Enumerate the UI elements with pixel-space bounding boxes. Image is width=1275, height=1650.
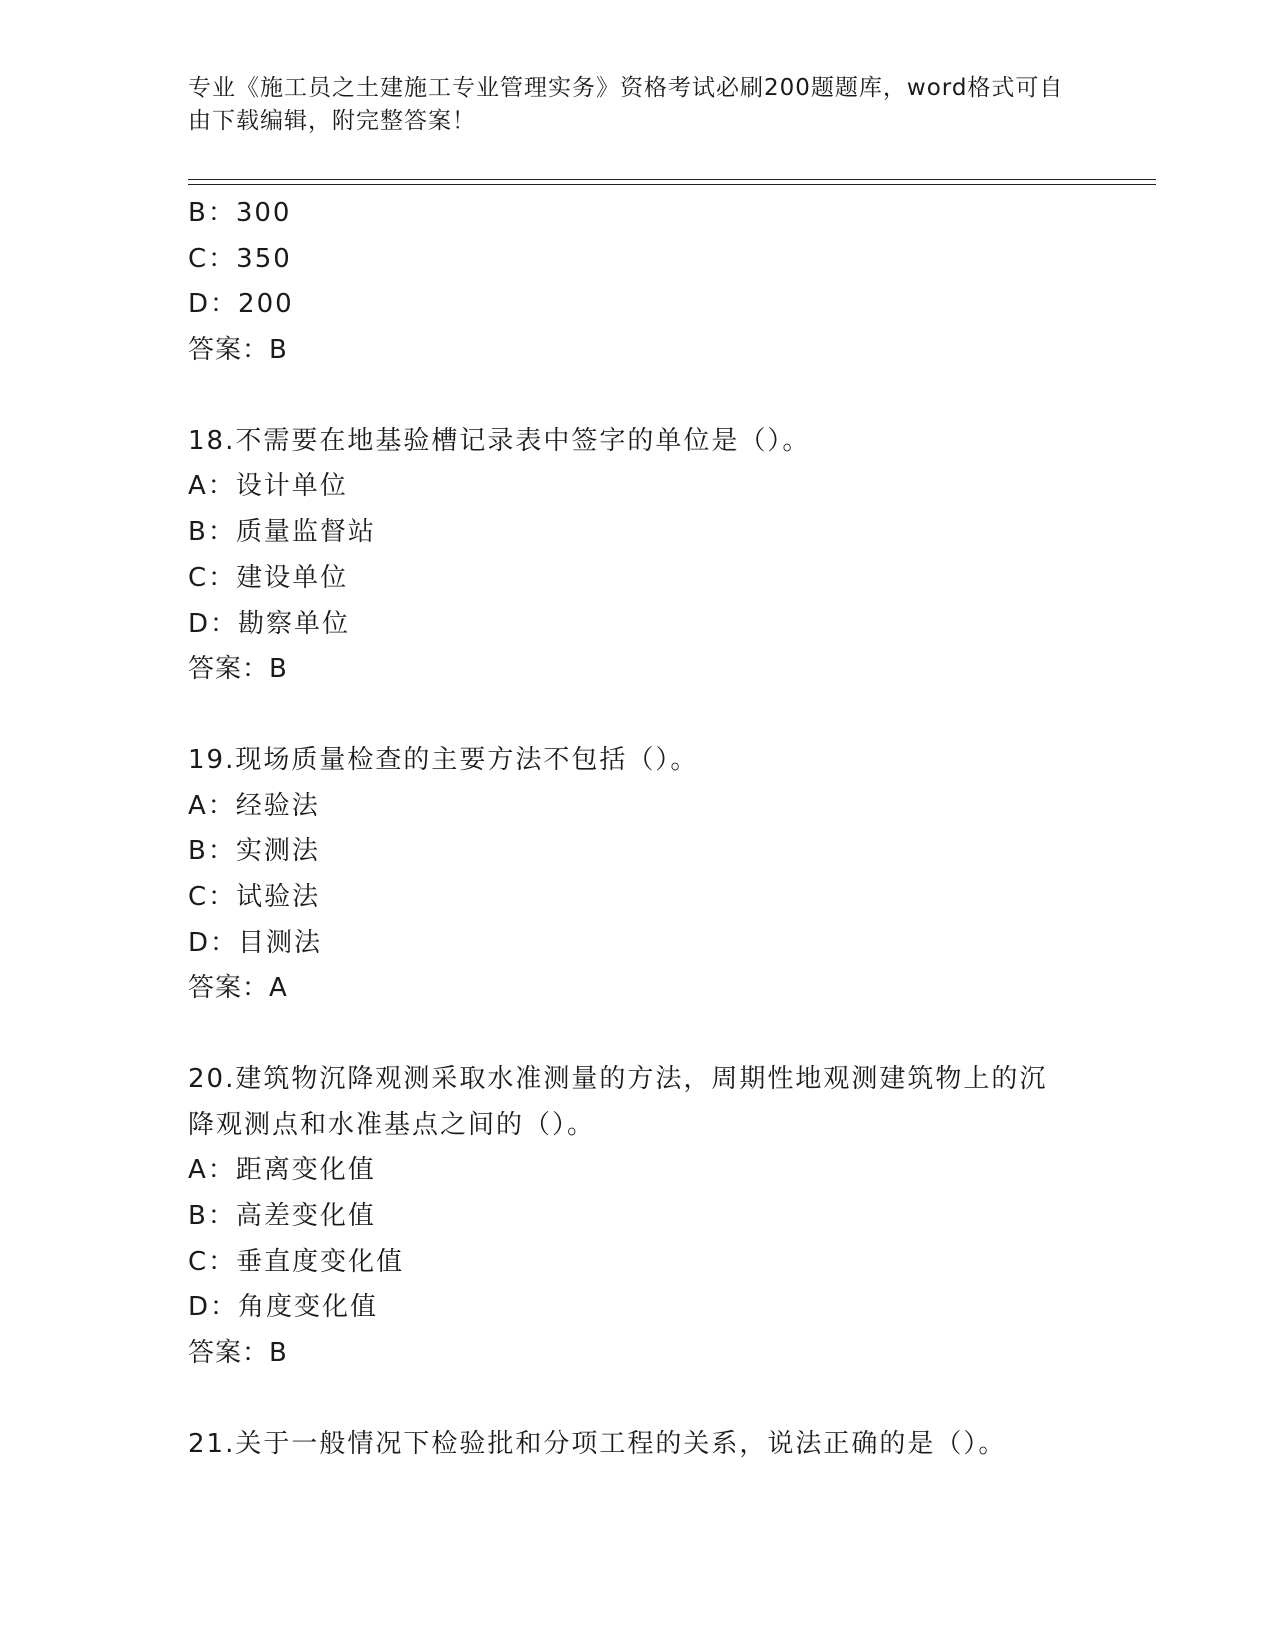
option-b: B：质量监督站 (188, 517, 376, 548)
option-c: C：垂直度变化值 (188, 1246, 405, 1277)
document-header (188, 72, 1068, 138)
question-stem: 19.现场质量检查的主要方法不包括（）。 (188, 744, 699, 775)
header-title: 专业《施工员之土建施工专业管理实务》资格考试必刷200题题库，word格式可自由下载编辑，附完整答案！ (188, 75, 1064, 134)
question-18 (188, 419, 1088, 693)
option-d: D：200 (188, 289, 294, 320)
answer: 答案：B (188, 654, 288, 685)
question-stem: 18.不需要在地基验槽记录表中签字的单位是（）。 (188, 425, 811, 456)
answer: 答案：A (188, 973, 288, 1004)
option-c: C：350 (188, 243, 292, 274)
answer: 答案：B (188, 1338, 288, 1369)
question-19 (188, 738, 1088, 1012)
option-d: D：目测法 (188, 927, 323, 958)
option-a: A：经验法 (188, 790, 320, 821)
option-d: D：角度变化值 (188, 1292, 379, 1323)
option-c: C：试验法 (188, 881, 321, 912)
question-17 (188, 191, 1088, 374)
question-list (188, 191, 1088, 1468)
option-c: C：建设单位 (188, 562, 349, 593)
question-stem: 21.关于一般情况下检验批和分项工程的关系，说法正确的是（）。 (188, 1428, 1007, 1459)
option-b: B：高差变化值 (188, 1201, 376, 1232)
option-b: B：实测法 (188, 836, 320, 867)
option-a: A：设计单位 (188, 471, 348, 502)
question-20 (188, 1057, 1088, 1377)
option-a: A：距离变化值 (188, 1155, 376, 1186)
option-d: D：勘察单位 (188, 608, 351, 639)
answer: 答案：B (188, 335, 288, 366)
option-b: B：300 (188, 198, 292, 228)
header-rule-top (188, 179, 1156, 180)
header-rule-bottom (188, 184, 1156, 185)
question-stem: 20.建筑物沉降观测采取水准测量的方法，周期性地观测建筑物上的沉降观测点和水准基点之间的（）。 (188, 1064, 1048, 1140)
question-21 (188, 1422, 1088, 1468)
